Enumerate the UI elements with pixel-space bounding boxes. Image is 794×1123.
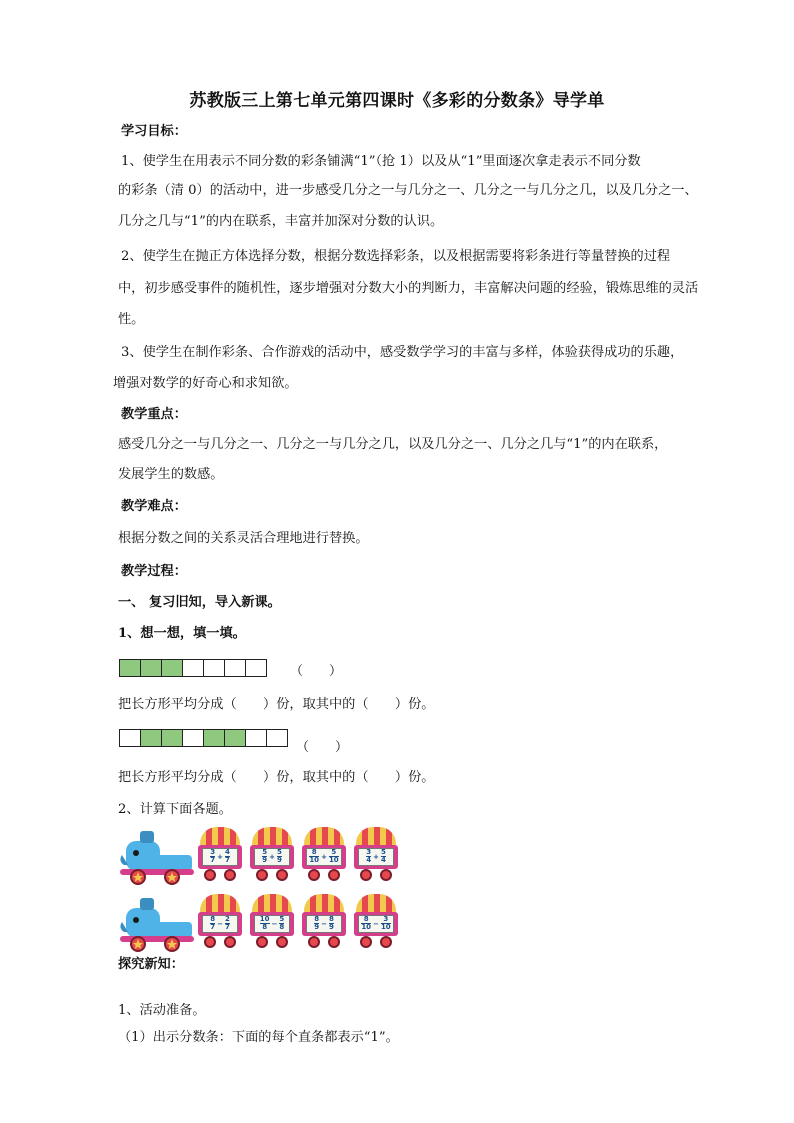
car-roof [304,827,344,847]
strip-cell [161,659,183,677]
wheel-icon [276,936,288,948]
strip-cell [203,659,225,677]
key-line1: 感受几分之一与几分之一、几分之一与几分之几，以及几分之一、几分之几与“1”的内在联系， [118,437,668,452]
car-expression: $\frac{8}{7}$ − $\frac{2}{7}$ [202,915,238,933]
wheel-icon [256,936,268,948]
part1-heading: 一、 复习旧知，导入新课。 [118,595,281,610]
fraction-strip-1 [119,659,267,677]
q2-heading: 2、计算下面各题。 [118,802,232,817]
strip2-question: 把长方形平均分成（ ）份，取其中的（ ）份。 [118,770,435,785]
strip-cell [182,729,204,747]
key-line2: 发展学生的数感。 [118,467,224,482]
wheel-icon [276,869,288,881]
strip2-answer-blank[interactable]: （ ） [296,740,349,755]
car-expression: $\frac{3}{4}$ + $\frac{5}{4}$ [358,848,394,866]
wheel-icon [204,869,216,881]
strip1-question: 把长方形平均分成（ ）份，取其中的（ ）份。 [118,697,435,712]
train-row-1 [118,825,408,885]
goal2-line3: 性。 [118,312,145,327]
wheel-icon [380,936,392,948]
strip-cell [266,729,288,747]
goal2-line1: 2、使学生在抛正方体选择分数，根据分数选择彩条，以及根据需要将彩条进行等量替换的过程 [121,249,671,264]
car-roof [356,827,396,847]
train-row-2 [118,892,408,952]
train-car [250,827,294,883]
car-expression: $\frac{5}{9}$ + $\frac{5}{9}$ [254,848,290,866]
wheel-icon [308,936,320,948]
goal1-line3: 几分之几与“1”的内在联系，丰富并加深对分数的认识。 [118,214,444,229]
strip-cell [245,659,267,677]
car-roof [200,894,240,914]
train-engine-icon [118,825,196,889]
car-expression: $\frac{8}{10}$ − $\frac{3}{10}$ [358,915,394,933]
train-car [198,894,242,950]
difficult-heading: 教学难点： [121,499,187,514]
car-expression: $\frac{8}{10}$ + $\frac{5}{10}$ [306,848,342,866]
goal3-line2: 增强对数学的好奇心和求知欲。 [113,376,298,391]
explore-heading: 探究新知： [118,957,184,972]
wheel-icon [308,869,320,881]
strip-cell [140,659,162,677]
key-heading: 教学重点： [121,407,187,422]
car-expression: $\frac{3}{7}$ + $\frac{4}{7}$ [202,848,238,866]
strip-cell [161,729,183,747]
train-car [302,894,346,950]
process-heading: 教学过程： [121,564,187,579]
wheel-icon [224,936,236,948]
train-engine-icon [118,892,196,956]
q1-heading: 1、想一想，填一填。 [118,626,246,641]
goal3-line1: 3、使学生在制作彩条、合作游戏的活动中，感受数学学习的丰富与多样，体验获得成功的乐趣， [121,345,684,360]
activity-heading: 1、活动准备。 [118,1003,206,1018]
wheel-icon [328,936,340,948]
strip-cell [140,729,162,747]
wheel-icon [256,869,268,881]
car-roof [304,894,344,914]
wheel-icon [328,869,340,881]
wheel-icon [360,936,372,948]
goals-heading: 学习目标： [121,124,187,139]
car-expression: $\frac{8}{9}$ − $\frac{8}{9}$ [306,915,342,933]
strip-cell [245,729,267,747]
strip-cell [119,729,141,747]
train-car [354,894,398,950]
wheel-icon [204,936,216,948]
car-roof [356,894,396,914]
train-car [250,894,294,950]
page-title: 苏教版三上第七单元第四课时《多彩的分数条》导学单 [189,91,605,111]
car-roof [200,827,240,847]
strip-cell [182,659,204,677]
goal2-line2: 中，初步感受事件的随机性，逐步增强对分数大小的判断力，丰富解决问题的经验，锻炼思维的灵活 [118,281,699,296]
wheel-icon [380,869,392,881]
difficult-line1: 根据分数之间的关系灵活合理地进行替换。 [118,531,369,546]
goal1-line2: 的彩条（清 0）的活动中，进一步感受几分之一与几分之一、几分之一与几分之几，以及几分之一、 [118,183,698,198]
activity-line1: （1）出示分数条：下面的每个直条都表示“1”。 [118,1030,399,1045]
strip-cell [203,729,225,747]
car-expression: $\frac{10}{8}$ − $\frac{5}{8}$ [254,915,290,933]
car-roof [252,827,292,847]
strip-cell [119,659,141,677]
train-car [302,827,346,883]
train-car [198,827,242,883]
strip-cell [224,659,246,677]
strip1-answer-blank[interactable]: （ ） [290,664,343,679]
fraction-strip-2 [119,729,288,747]
strip-cell [224,729,246,747]
wheel-icon [360,869,372,881]
train-car [354,827,398,883]
car-roof [252,894,292,914]
wheel-icon [224,869,236,881]
goal1-line1: 1、使学生在用表示不同分数的彩条铺满“1”（抢 1）以及从“1”里面逐次拿走表示不同分数 [121,154,641,169]
